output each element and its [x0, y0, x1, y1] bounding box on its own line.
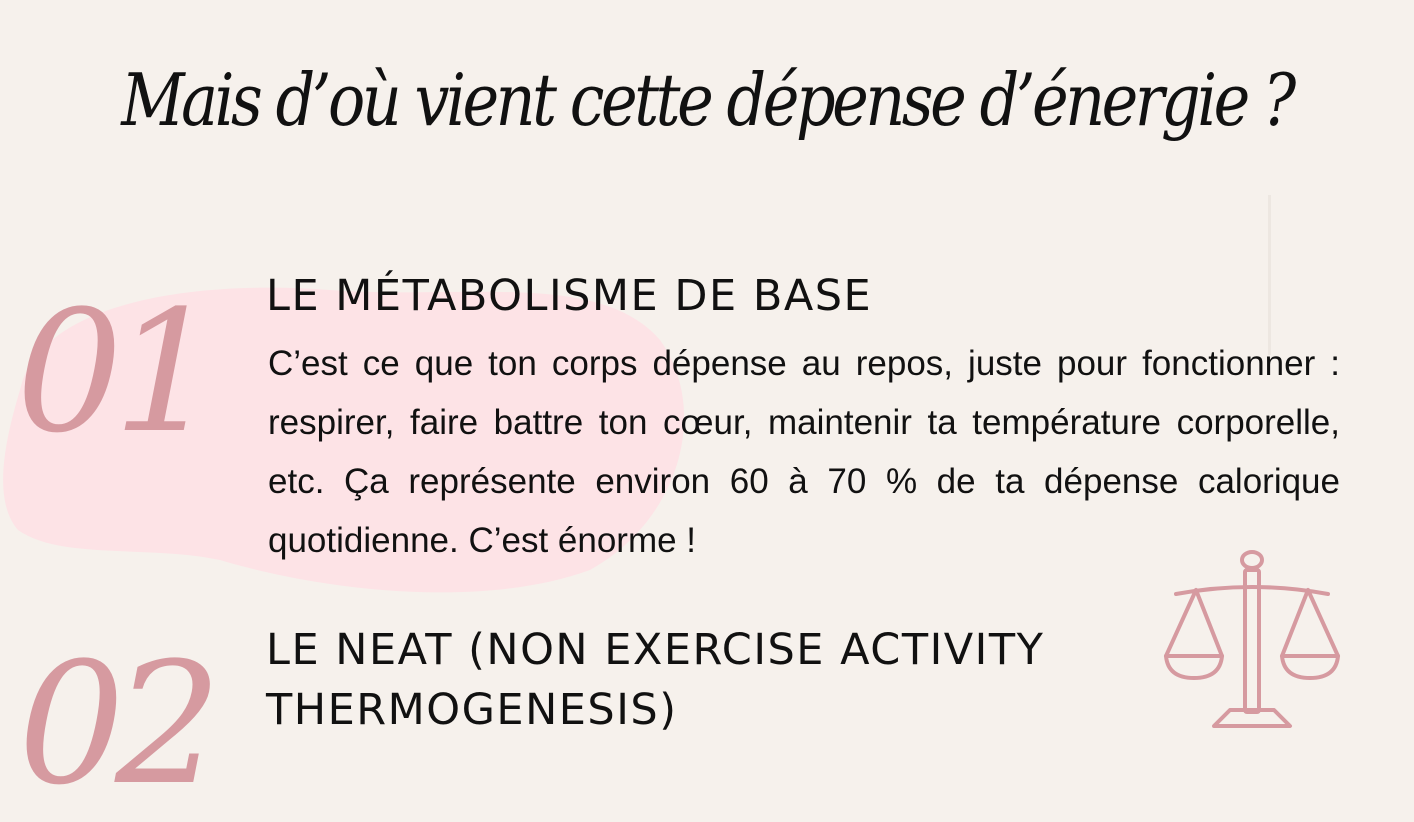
section-text: C’est ce que ton corps dépense au repos, juste pour fonctionner : respirer, faire battre ton cœur, maintenir ta température corporelle, etc. Ça représente environ 60 à 70 % de ta dépense calorique quotidienne. C’est énorme !	[268, 344, 1340, 560]
divider-line	[1268, 195, 1271, 355]
section-heading: LE MÉTABOLISME DE BASE	[266, 271, 873, 321]
section-number: 02	[18, 626, 212, 822]
section-heading: LE NEAT (NON EXERCISE ACTIVITY THERMOGENESIS)	[266, 625, 1045, 735]
page-title: Mais d’où vient cette dépense d’énergie ?	[121, 58, 1293, 142]
section-number: 01	[16, 274, 210, 470]
balance-scale-icon	[1160, 548, 1344, 732]
